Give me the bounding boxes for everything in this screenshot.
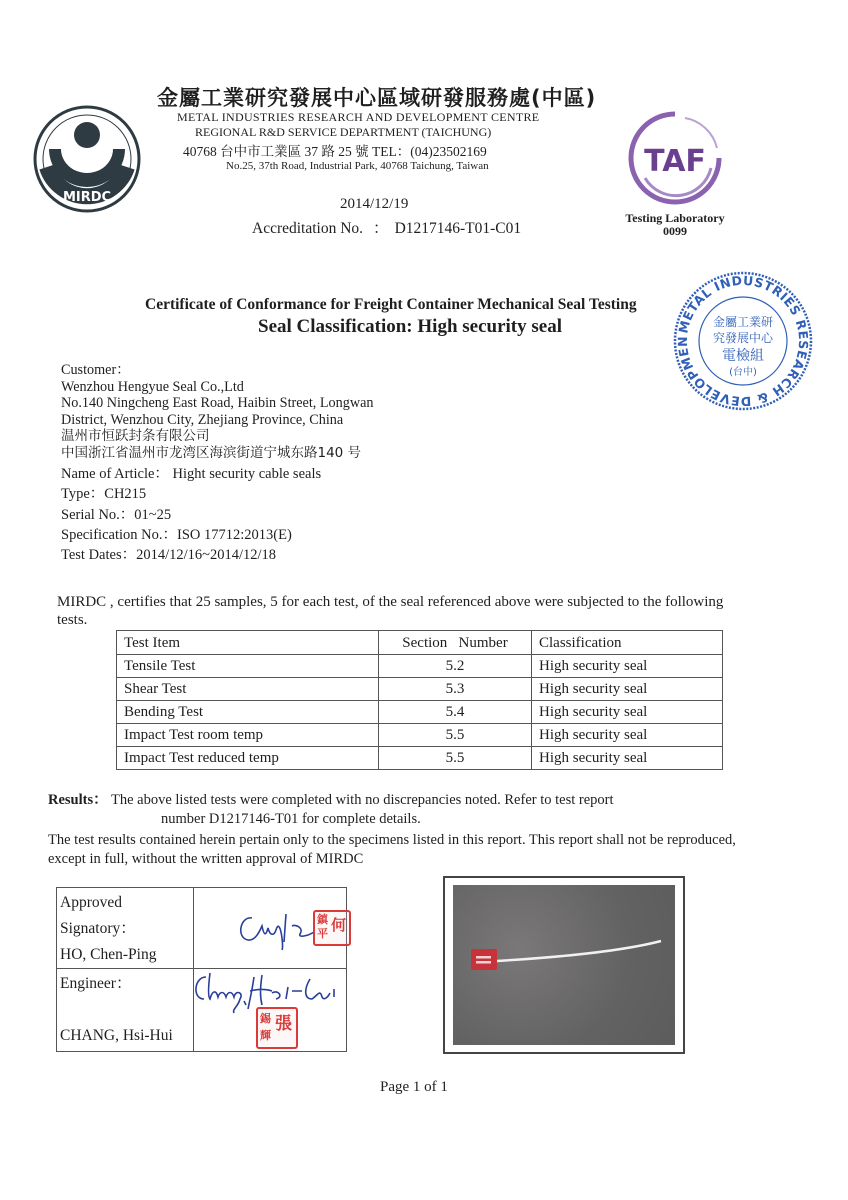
taf-lab-label	[610, 212, 740, 238]
customer-name-en: Wenzhou Hengyue Seal Co.,Ltd	[61, 378, 244, 395]
field-value: CH215	[104, 486, 147, 503]
table-row	[117, 678, 723, 701]
table-row	[117, 724, 723, 747]
org-name-cn: 金屬工業研究發展中心區域研發服務處(中區)	[157, 86, 597, 110]
customer-address-en-line1: No.140 Ningcheng East Road, Haibin Street, Longwan	[61, 395, 374, 411]
accreditation-label: Accreditation No.	[252, 220, 364, 237]
field-label: Specification No.：	[61, 526, 177, 543]
table-row	[117, 747, 723, 770]
section-number: 5.4	[379, 701, 532, 724]
table-row	[117, 655, 723, 678]
field-label: Name of Article：	[61, 466, 169, 482]
address-cn: 40768 台中市工業區 37 路 25 號 TEL：(04)23502169	[183, 144, 487, 159]
stamp-inner-line2: 究發展中心	[712, 331, 774, 345]
taf-logo-text: TAF	[644, 144, 706, 179]
taf-lab-number: 0099	[663, 224, 687, 238]
disclaimer: The test results contained herein pertain only to the specimens listed in this report. This report shall not be reproduced, except in full, without the written approval of MIRDC	[48, 832, 736, 867]
seal-body	[471, 949, 497, 970]
field-value: 01~25	[134, 506, 172, 523]
seal-char: 張	[275, 1014, 292, 1034]
header-section-number: Section Number	[379, 631, 532, 655]
customer-block	[61, 362, 373, 461]
field-test-dates	[61, 545, 321, 565]
classification: High security seal	[532, 678, 723, 701]
accreditation-number	[252, 216, 521, 238]
test-item: Impact Test reduced temp	[117, 747, 379, 770]
header-classification: Classification	[532, 631, 723, 655]
certificate-title: Certificate of Conformance for Freight Container Mechanical Seal Testing	[145, 296, 637, 313]
seal-char: 何	[331, 916, 347, 934]
classification: High security seal	[532, 655, 723, 678]
classification: High security seal	[532, 701, 723, 724]
section-number: 5.3	[379, 678, 532, 701]
field-value: 2014/12/16~2014/12/18	[136, 547, 277, 564]
approved-label-line1: Approved	[60, 894, 122, 911]
section-number: 5.5	[379, 747, 532, 770]
customer-address-cn: 中国浙江省温州市龙湾区海滨街道宁城东路140 号	[61, 444, 362, 461]
results-block	[48, 791, 748, 829]
org-department-en: REGIONAL R&D SERVICE DEPARTMENT (TAICHUNG)	[195, 125, 492, 139]
test-item: Shear Test	[117, 678, 379, 701]
engineer-name: CHANG, Hsi-Hui	[60, 1027, 173, 1044]
logo-text: MIRDC	[62, 190, 112, 205]
stamp-inner-line3: 電檢組	[722, 348, 764, 364]
tests-table	[116, 630, 723, 770]
accreditation-value: D1217146-T01-C01	[394, 220, 522, 237]
seal-classification-title: Seal Classification: High security seal	[258, 316, 562, 337]
org-name-en: METAL INDUSTRIES RESEARCH AND DEVELOPMENT CENTRE	[177, 110, 540, 124]
table-header-row	[117, 631, 723, 655]
seal-char: 鎮	[317, 913, 328, 926]
stamp-outer-text: METAL INDUSTRIES RESEARCH & DEVELOPMEN	[674, 272, 812, 410]
engineer-row	[57, 969, 347, 1052]
cable-seal-image	[453, 885, 675, 1045]
customer-name-cn: 温州市恒跃封条有限公司	[61, 428, 210, 444]
page-number: Page 1 of 1	[380, 1079, 448, 1095]
approved-label-line2: Signatory：	[60, 920, 136, 937]
sample-photo	[453, 885, 675, 1045]
article-fields	[61, 464, 321, 565]
results-label: Results：	[48, 792, 108, 808]
certification-statement: MIRDC , certifies that 25 samples, 5 for each test, of the seal referenced above were subjected to the following tests.	[57, 594, 724, 628]
engineer-cell	[57, 969, 194, 1052]
test-item: Tensile Test	[117, 655, 379, 678]
taf-lab-title: Testing Laboratory	[625, 211, 725, 225]
customer-label: Customer：	[61, 362, 131, 378]
stamp-inner-line4: (台中)	[729, 367, 757, 378]
seal-char: 平	[317, 927, 328, 940]
address-en: No.25, 37th Road, Industrial Park, 40768 Taichung, Taiwan	[226, 160, 489, 172]
certificate-date: 2014/12/19	[340, 196, 409, 212]
field-label: Test Dates：	[61, 547, 137, 564]
field-label: Type：	[61, 486, 105, 503]
results-line1: The above listed tests were completed with no discrepancies noted. Refer to test report	[107, 792, 614, 808]
field-label: Serial No.：	[61, 506, 135, 523]
results-line2: number D1217146-T01 for complete details.	[161, 811, 421, 827]
section-number: 5.5	[379, 724, 532, 747]
field-serial-no	[61, 505, 321, 525]
field-name-of-article	[61, 464, 321, 484]
approved-name: HO, Chen-Ping	[60, 946, 157, 963]
approved-red-seal	[313, 910, 351, 946]
seal-char: 輝	[260, 1029, 271, 1042]
table-row	[117, 701, 723, 724]
approved-signature-cell	[194, 888, 347, 969]
signatory-table	[56, 887, 347, 1052]
engineer-signature-cell	[194, 969, 347, 1052]
customer-address-en-line2: District, Wenzhou City, Zhejiang Province, China	[61, 411, 344, 428]
classification: High security seal	[532, 747, 723, 770]
field-value: Hight security cable seals	[168, 466, 322, 482]
taf-logo	[625, 108, 725, 208]
engineer-red-seal	[256, 1007, 298, 1049]
test-item: Bending Test	[117, 701, 379, 724]
header-test-item: Test Item	[117, 631, 379, 655]
field-value: ISO 17712:2013(E)	[176, 526, 292, 543]
field-type	[61, 484, 321, 504]
stamp-inner-line1: 金屬工業研	[712, 315, 774, 329]
approved-signatory-cell	[57, 888, 194, 969]
field-specification-no	[61, 525, 321, 545]
engineer-label: Engineer：	[60, 975, 132, 992]
classification: High security seal	[532, 724, 723, 747]
mirdc-logo	[33, 105, 141, 213]
accreditation-separator: ：	[373, 220, 389, 237]
official-stamp	[672, 270, 814, 412]
sample-photo-frame	[443, 876, 685, 1054]
approved-signatory-row	[57, 888, 347, 969]
test-item: Impact Test room temp	[117, 724, 379, 747]
seal-char: 錫	[260, 1012, 271, 1025]
section-number: 5.2	[379, 655, 532, 678]
